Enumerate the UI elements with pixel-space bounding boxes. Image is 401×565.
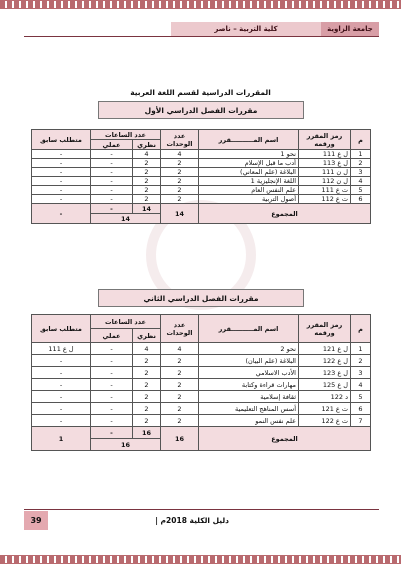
row-units: 2 (161, 177, 199, 186)
row-prereq: - (32, 168, 91, 177)
row-units: 2 (161, 159, 199, 168)
row-code: ل ع 113 (299, 159, 351, 168)
row-units: 4 (161, 150, 199, 159)
table-row (32, 403, 371, 415)
row-code: ل ن 112 (299, 177, 351, 186)
top-decorative-border (0, 0, 401, 9)
total-practical: - (91, 204, 133, 214)
col-hours: عدد الساعات (91, 315, 161, 329)
row-code: ل ع 123 (299, 367, 351, 379)
row-practical: - (91, 343, 133, 355)
total-theory: 14 (133, 204, 161, 214)
table-row (32, 343, 371, 355)
row-theory: 2 (133, 355, 161, 367)
row-name: الأدب الاسلامي (199, 367, 299, 379)
row-units: 2 (161, 186, 199, 195)
total-row (32, 427, 371, 439)
total-practical: - (91, 427, 133, 439)
page-number: 39 (24, 511, 48, 530)
row-code: ت ع 122 (299, 415, 351, 427)
row-name: نحو 2 (199, 343, 299, 355)
row-num: 5 (351, 186, 371, 195)
row-units: 2 (161, 391, 199, 403)
row-prereq: - (32, 403, 91, 415)
row-theory: 2 (133, 177, 161, 186)
row-prereq: - (32, 159, 91, 168)
table-row (32, 186, 371, 195)
table-row (32, 379, 371, 391)
total-prereq: 1 (32, 427, 91, 451)
row-name: نحو 1 (199, 150, 299, 159)
row-name: البلاغة (علم المعاني) (199, 168, 299, 177)
table-row (32, 168, 371, 177)
col-name: اسم المــــــــــقرر (199, 315, 299, 343)
total-label: المجموع (199, 204, 371, 224)
table-row (32, 391, 371, 403)
table-row (32, 159, 371, 168)
row-theory: 2 (133, 159, 161, 168)
row-num: 6 (351, 195, 371, 204)
row-prereq: - (32, 391, 91, 403)
table-row (32, 355, 371, 367)
semester1-title: مقررات الفصل الدراسي الأول (98, 101, 304, 119)
row-num: 2 (351, 159, 371, 168)
col-name: اسم المــــــــــقرر (199, 130, 299, 150)
row-theory: 2 (133, 379, 161, 391)
total-label: المجموع (199, 427, 371, 451)
row-num: 6 (351, 403, 371, 415)
row-num: 2 (351, 355, 371, 367)
row-code: ل ع 121 (299, 343, 351, 355)
col-hours: عدد الساعات (91, 130, 161, 140)
row-name: أصول التربية (199, 195, 299, 204)
total-units: 14 (161, 204, 199, 224)
row-name: أدب ما قبل الإسلام (199, 159, 299, 168)
row-name: اللغة الإنجليزية 1 (199, 177, 299, 186)
row-prereq: ل ع 111 (32, 343, 91, 355)
row-name: ثقافة إسلامية (199, 391, 299, 403)
row-code: ت ع 111 (299, 186, 351, 195)
bottom-decorative-border (0, 555, 401, 564)
col-practical: عملي (91, 329, 133, 343)
row-practical: - (91, 403, 133, 415)
row-units: 2 (161, 367, 199, 379)
row-num: 1 (351, 343, 371, 355)
row-code: ت ع 121 (299, 403, 351, 415)
row-name: علم نفس النمو (199, 415, 299, 427)
col-theory: نظري (133, 329, 161, 343)
row-units: 2 (161, 355, 199, 367)
row-units: 2 (161, 195, 199, 204)
table-row (32, 177, 371, 186)
row-num: 1 (351, 150, 371, 159)
row-num: 4 (351, 177, 371, 186)
total-hours: 14 (91, 214, 161, 224)
row-name: البلاغة (علم البيان) (199, 355, 299, 367)
row-prereq: - (32, 379, 91, 391)
semester2-table (31, 314, 371, 451)
row-practical: - (91, 186, 133, 195)
row-practical: - (91, 379, 133, 391)
row-units: 4 (161, 343, 199, 355)
row-theory: 4 (133, 150, 161, 159)
row-practical: - (91, 168, 133, 177)
row-practical: - (91, 355, 133, 367)
row-theory: 2 (133, 403, 161, 415)
row-theory: 4 (133, 343, 161, 355)
row-code: ل ع 125 (299, 379, 351, 391)
row-prereq: - (32, 150, 91, 159)
col-theory: نظري (133, 140, 161, 150)
row-practical: - (91, 159, 133, 168)
row-units: 2 (161, 415, 199, 427)
col-prereq: متطلب سابق (32, 130, 91, 150)
col-code: رمز المقرر ورقمه (299, 315, 351, 343)
col-units: عدد الوحدات (161, 130, 199, 150)
row-practical: - (91, 367, 133, 379)
col-practical: عملي (91, 140, 133, 150)
total-theory: 16 (133, 427, 161, 439)
semester1-table (31, 129, 371, 224)
page-title: المقررات الدراسية لقسم اللغة العربية (130, 88, 271, 97)
row-name: مهارات قراءة وكتابة (199, 379, 299, 391)
row-theory: 2 (133, 391, 161, 403)
row-prereq: - (32, 355, 91, 367)
row-practical: - (91, 177, 133, 186)
row-code: ل ن 111 (299, 168, 351, 177)
total-hours: 16 (91, 439, 161, 451)
row-units: 2 (161, 168, 199, 177)
footer-label: دليل الكلية 2018م | (155, 515, 229, 525)
row-practical: - (91, 391, 133, 403)
college-name: كلية التربية – ناصر (171, 22, 321, 36)
row-practical: - (91, 415, 133, 427)
col-num: م (351, 130, 371, 150)
row-theory: 2 (133, 168, 161, 177)
row-prereq: - (32, 195, 91, 204)
page-header (24, 22, 379, 37)
row-practical: - (91, 150, 133, 159)
semester2-title: مقررات الفصل الدراسي الثاني (98, 289, 304, 307)
row-prereq: - (32, 177, 91, 186)
row-name: علم النفس العام (199, 186, 299, 195)
table-row (32, 367, 371, 379)
col-code: رمز المقرر ورقمه (299, 130, 351, 150)
row-theory: 2 (133, 415, 161, 427)
row-code: ل ع 122 (299, 355, 351, 367)
total-prereq: - (32, 204, 91, 224)
col-units: عدد الوحدات (161, 315, 199, 343)
table-row (32, 195, 371, 204)
row-code: ل ع 111 (299, 150, 351, 159)
page-footer (24, 509, 379, 530)
row-name: أسس المناهج التعليمية (199, 403, 299, 415)
row-theory: 2 (133, 367, 161, 379)
row-code: د 122 (299, 391, 351, 403)
row-practical: - (91, 195, 133, 204)
row-prereq: - (32, 186, 91, 195)
table-row (32, 415, 371, 427)
row-num: 7 (351, 415, 371, 427)
total-units: 16 (161, 427, 199, 451)
row-num: 4 (351, 379, 371, 391)
table-row (32, 150, 371, 159)
row-theory: 2 (133, 195, 161, 204)
row-theory: 2 (133, 186, 161, 195)
row-prereq: - (32, 367, 91, 379)
row-prereq: - (32, 415, 91, 427)
row-units: 2 (161, 403, 199, 415)
row-units: 2 (161, 379, 199, 391)
university-name: جامعة الزاوية (321, 22, 379, 36)
row-code: ت ع 112 (299, 195, 351, 204)
col-prereq: متطلب سابق (32, 315, 91, 343)
total-row (32, 204, 371, 214)
row-num: 5 (351, 391, 371, 403)
row-num: 3 (351, 168, 371, 177)
row-num: 3 (351, 367, 371, 379)
col-num: م (351, 315, 371, 343)
